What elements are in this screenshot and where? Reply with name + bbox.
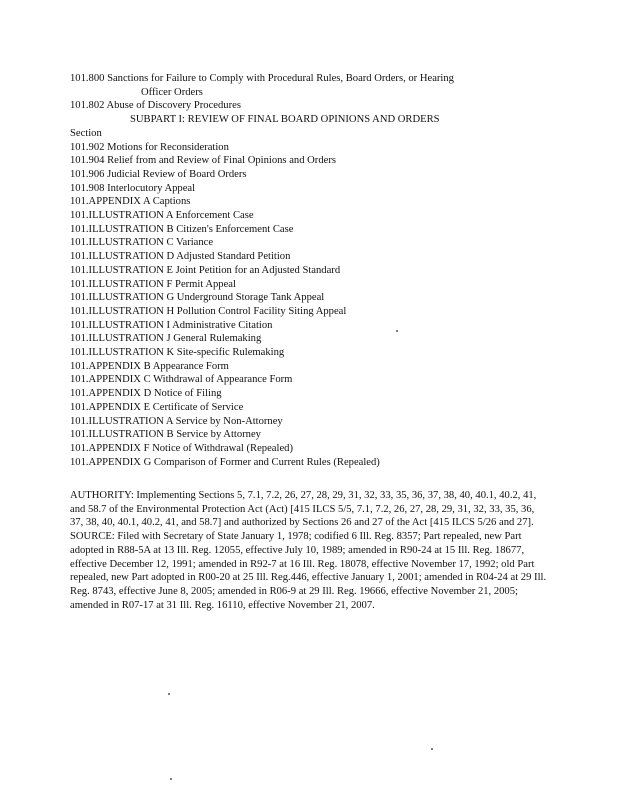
subpart-heading: SUBPART I: REVIEW OF FINAL BOARD OPINIONS AND ORDERS xyxy=(130,114,440,126)
toc-entry-illustration-f: 101.ILLUSTRATION F Permit Appeal xyxy=(70,278,236,290)
scan-speck xyxy=(431,748,433,750)
scan-speck xyxy=(170,778,172,780)
toc-entry-illustration-b: 101.ILLUSTRATION B Citizen's Enforcement Case xyxy=(70,223,294,235)
toc-entry-illustration-j: 101.ILLUSTRATION J General Rulemaking xyxy=(70,333,262,345)
toc-entry-appendix-d: 101.APPENDIX D Notice of Filing xyxy=(70,388,222,400)
authority-source-block xyxy=(70,489,550,612)
toc-entry-illustration-e: 101.ILLUSTRATION E Joint Petition for an Adjusted Standard xyxy=(70,264,341,276)
toc-entry-illustration-i: 101.ILLUSTRATION I Administrative Citation xyxy=(70,319,273,331)
table-of-contents xyxy=(70,72,570,469)
source-paragraph: SOURCE: Filed with Secretary of State January 1, 1978; codified 6 Ill. Reg. 8357; Part repealed, new Part adopted in R88-5A at 13 Ill. Reg. 12055, effective July 10, 1989; amended in R90-24 at 15 Ill. Reg. 18677, effective December 12, 1991; amended in R92-7 at 16 Ill. Reg. 18078, effective November 17, 1992; old Part repealed, new Part adopted in R00-20 at 25 Ill. Reg.446, effective January 1, 2001; amended in R04-24 at 29 Ill. Reg. 8743, effective June 8, 2005; amended in R06-9 at 29 Ill. Reg. 19666, effective November 21, 2005; amended in R07-17 at 31 Ill. Reg. 16110, effective November 21, 2007. xyxy=(70,531,547,611)
toc-entry-101-802: 101.802 Abuse of Discovery Procedures xyxy=(70,100,241,112)
toc-entry-appendix-c: 101.APPENDIX C Withdrawal of Appearance Form xyxy=(70,374,293,386)
toc-entry-illustration-h: 101.ILLUSTRATION H Pollution Control Facility Siting Appeal xyxy=(70,305,347,317)
toc-entry-illustration-d: 101.ILLUSTRATION D Adjusted Standard Petition xyxy=(70,251,291,263)
toc-entry-appendix-f: 101.APPENDIX F Notice of Withdrawal (Repealed) xyxy=(70,442,293,454)
toc-entry-101-906: 101.906 Judicial Review of Board Orders xyxy=(70,168,247,180)
toc-entry-101-908: 101.908 Interlocutory Appeal xyxy=(70,182,196,194)
toc-entry-101-800-continued: Officer Orders xyxy=(141,86,203,98)
toc-entry-illustration-k: 101.ILLUSTRATION K Site-specific Rulemaking xyxy=(70,347,285,359)
toc-entry-101-904: 101.904 Relief from and Review of Final Opinions and Orders xyxy=(70,155,336,167)
toc-entry-appendix-a: 101.APPENDIX A Captions xyxy=(70,196,191,208)
toc-entry-illustration-c: 101.ILLUSTRATION C Variance xyxy=(70,237,214,249)
authority-paragraph: AUTHORITY: Implementing Sections 5, 7.1, 7.2, 26, 27, 28, 29, 31, 32, 33, 35, 36, 37, 38, 40, 40.1, 40.2, 41, and 58.7 of the Environmental Protection Act (Act) [415 ILCS 5/5, 7.1, 7.2, 26, 27, 28, 29, 31, 32, 33, 35, 36, 37, 38, 40, 40.1, 40.2, 41, and 58.7] and authorized by Sections 26 and 27 of the Act [415 ILCS 5/26 and 27]. xyxy=(70,490,537,529)
toc-entry-illustration-a: 101.ILLUSTRATION A Enforcement Case xyxy=(70,210,254,222)
toc-entry-appendix-b: 101.APPENDIX B Appearance Form xyxy=(70,360,229,372)
toc-entry-101-902: 101.902 Motions for Reconsideration xyxy=(70,141,229,153)
toc-entry-appendix-e: 101.APPENDIX E Certificate of Service xyxy=(70,401,244,413)
toc-entry-appendix-g: 101.APPENDIX G Comparison of Former and Current Rules (Repealed) xyxy=(70,456,380,468)
section-label: Section xyxy=(70,127,102,139)
toc-entry-appendix-e-illustration-b: 101.ILLUSTRATION B Service by Attorney xyxy=(70,429,261,441)
scan-speck xyxy=(168,693,170,695)
toc-entry-101-800: 101.800 Sanctions for Failure to Comply with Procedural Rules, Board Orders, or Hearing xyxy=(70,73,454,84)
scan-speck xyxy=(396,330,398,332)
toc-entry-illustration-g: 101.ILLUSTRATION G Underground Storage Tank Appeal xyxy=(70,292,325,304)
toc-entry-appendix-e-illustration-a: 101.ILLUSTRATION A Service by Non-Attorney xyxy=(70,415,283,427)
